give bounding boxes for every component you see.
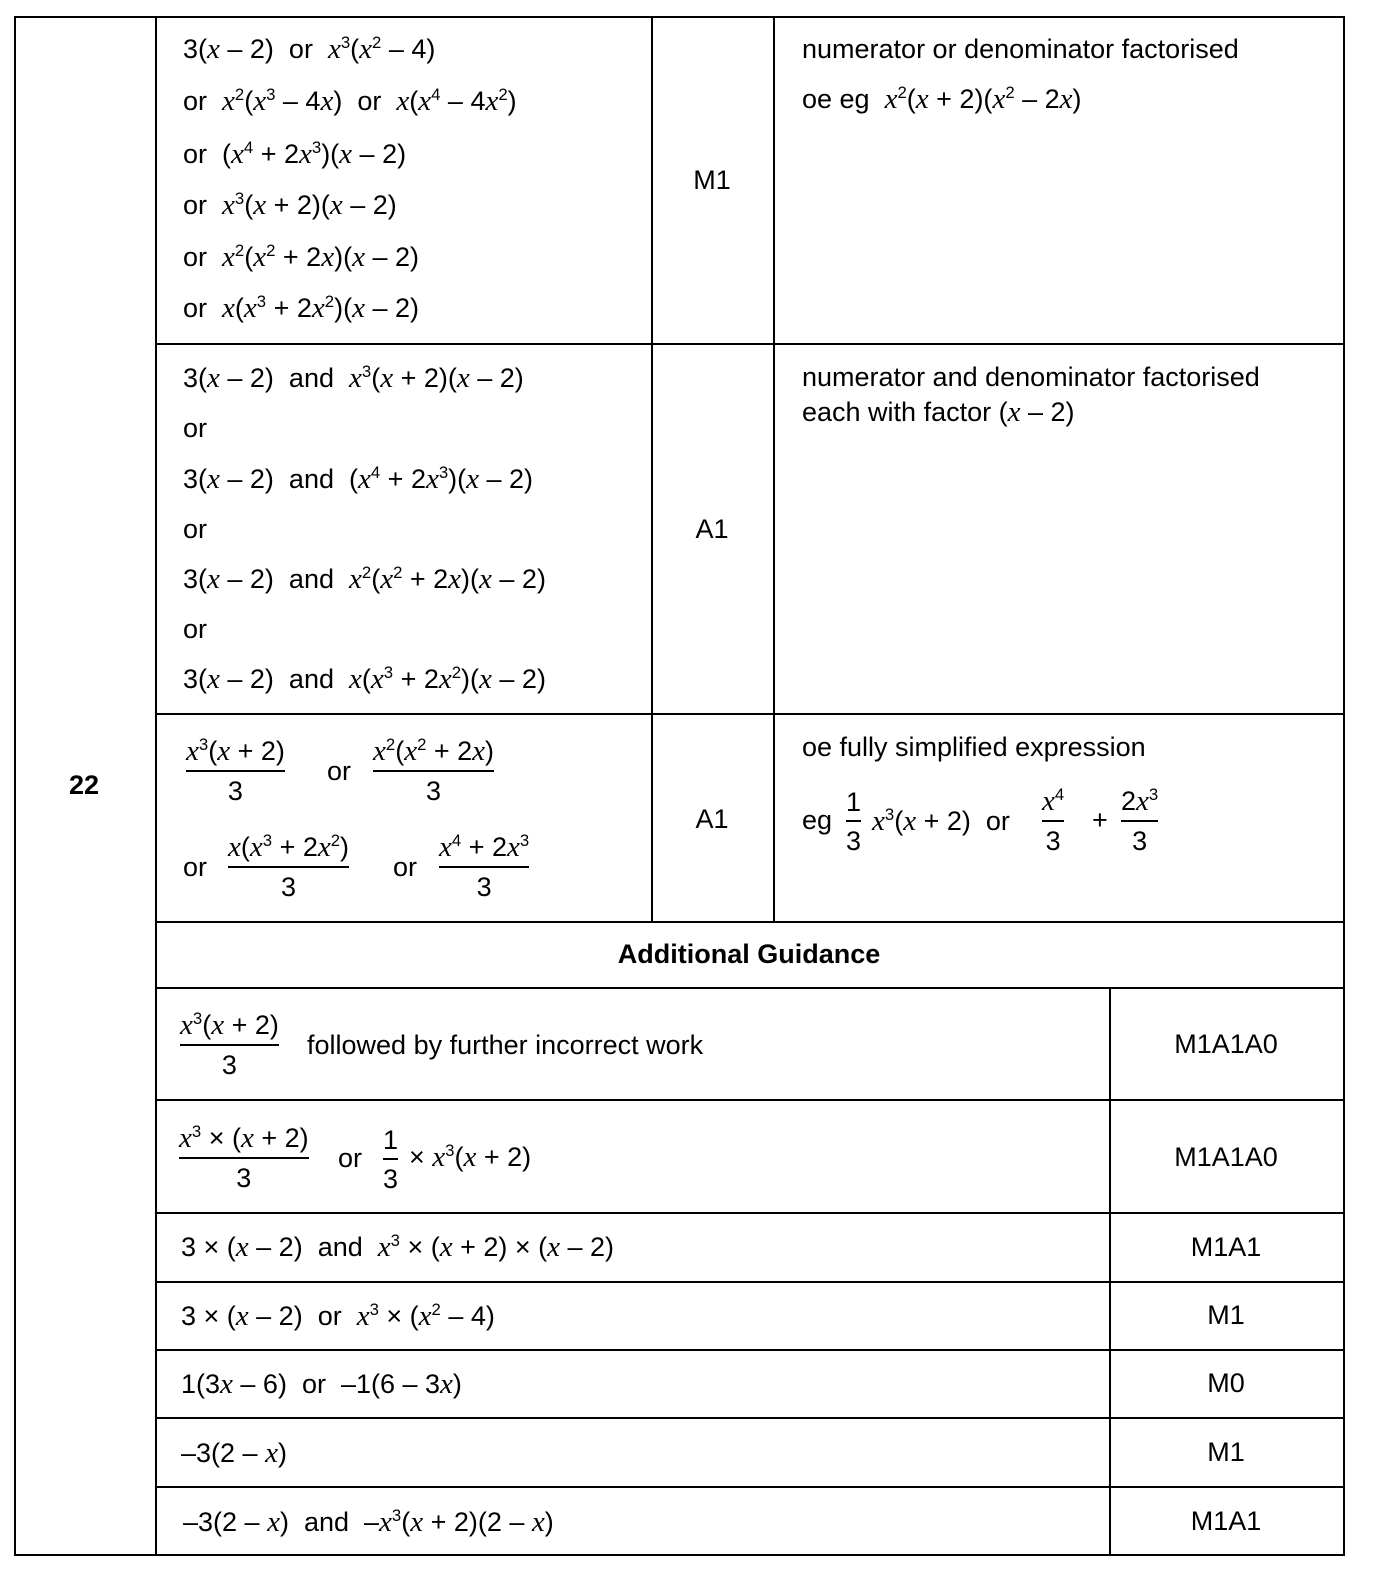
fraction: $x^3(x + 2)$ 3 xyxy=(180,1008,279,1080)
or-text: or xyxy=(327,756,352,786)
table-top-border xyxy=(14,16,1344,18)
row-divider xyxy=(155,1099,1344,1101)
mark-label: A1 xyxy=(695,514,729,544)
or-text: or xyxy=(393,852,418,882)
mark-label: A1 xyxy=(695,804,729,834)
fraction: $x^3 \times (x + 2)$ 3 xyxy=(179,1121,309,1193)
guidance-mark: M1 xyxy=(1207,1300,1245,1330)
math-expression: 1(3x – 6) or –1(6 – 3x) xyxy=(181,1368,462,1400)
math-expression: 3(x – 2) and $(x^4 + 2x^3)(x - 2)$ xyxy=(183,462,534,495)
math-expression: $x^3(x + 2)$ or xyxy=(872,804,1010,837)
math-expression: or $x^2(x^2 + 2x)(x - 2)$ xyxy=(183,240,419,273)
column-divider xyxy=(155,16,157,1556)
column-divider xyxy=(651,16,653,922)
comment-text: each with factor (x – 2) xyxy=(802,396,1075,428)
row-divider xyxy=(155,921,1344,923)
guidance-mark: M1A1A0 xyxy=(1174,1029,1278,1059)
or-text: or xyxy=(183,514,208,544)
or-text: or xyxy=(338,1143,363,1173)
row-divider xyxy=(155,343,1344,345)
table-bottom-border xyxy=(14,1554,1344,1556)
fraction: $2x^3$ 3 xyxy=(1121,784,1159,856)
or-text: or xyxy=(183,852,208,882)
guidance-mark: M0 xyxy=(1207,1368,1245,1398)
row-divider xyxy=(155,713,1344,715)
math-expression: or $x^3(x + 2)(x - 2)$ xyxy=(183,188,397,221)
additional-guidance-heading: Additional Guidance xyxy=(617,939,881,969)
math-expression: 3(x – 2) and $x(x^3 + 2x^2)(x - 2)$ xyxy=(183,662,546,695)
table-left-border xyxy=(14,16,16,1556)
or-text: or xyxy=(183,614,208,644)
math-expression: 3 × (x – 2) and $x^3 \times (x + 2) \times (x - 2)$ xyxy=(181,1230,615,1263)
math-expression: 3(x – 2) or $x^3(x^2 - 4)$ xyxy=(183,32,436,65)
row-divider xyxy=(155,1417,1344,1419)
fraction: 1 3 xyxy=(383,1125,399,1194)
guidance-mark: M1A1 xyxy=(1190,1506,1262,1536)
math-expression: × $x^3(x + 2)$ xyxy=(409,1140,532,1173)
row-divider xyxy=(155,1349,1344,1351)
fraction: $x(x^3 + 2x^2)$ 3 xyxy=(228,830,350,902)
comment-example: oe eg $x^2(x + 2)(x^2 - 2x)$ xyxy=(802,82,1082,115)
or-text: or xyxy=(183,413,208,443)
math-expression: or $x^2(x^3 - 4x)$ or $x(x^4 - 4x^2)$ xyxy=(183,84,517,117)
plus-sign: + xyxy=(1092,805,1108,835)
row-divider xyxy=(155,1212,1344,1214)
comment-text: numerator and denominator factorised xyxy=(802,362,1260,392)
guidance-mark: M1 xyxy=(1207,1437,1245,1467)
fraction: 1 3 xyxy=(846,787,862,856)
question-number: 22 xyxy=(68,770,100,800)
math-expression: –3(2 – x) and $-x^3(x + 2)(2 - x)$ xyxy=(183,1505,554,1538)
fraction: $x^2(x^2 + 2x)$ 3 xyxy=(373,734,495,806)
math-expression: 3 × (x – 2) or $x^3 \times (x^2 - 4)$ xyxy=(181,1299,495,1332)
guidance-mark: M1A1A0 xyxy=(1174,1142,1278,1172)
math-expression: or $x(x^3 + 2x^2)(x - 2)$ xyxy=(183,291,419,324)
fraction: $x^3(x + 2)$ 3 xyxy=(186,734,285,806)
table-right-border xyxy=(1343,16,1345,1556)
row-divider xyxy=(155,987,1344,989)
fraction: $x^4$ 3 xyxy=(1042,784,1065,856)
eg-text: eg xyxy=(802,805,833,835)
math-expression: 3(x – 2) and $x^2(x^2 + 2x)(x - 2)$ xyxy=(183,562,546,595)
mark-label: M1 xyxy=(693,165,731,195)
comment-text: numerator or denominator factorised xyxy=(802,34,1239,64)
guidance-mark: M1A1 xyxy=(1190,1232,1262,1262)
row-divider xyxy=(155,1281,1344,1283)
math-expression: or $(x^4 + 2x^3)(x - 2)$ xyxy=(183,137,407,170)
fraction: $x^4 + 2x^3$ 3 xyxy=(439,830,530,902)
comment-text: oe fully simplified expression xyxy=(802,732,1146,762)
column-divider xyxy=(1109,987,1111,1556)
math-expression: 3(x – 2) and $x^3(x + 2)(x - 2)$ xyxy=(183,361,524,394)
column-divider xyxy=(773,16,775,922)
row-divider xyxy=(155,1486,1344,1488)
guidance-text: followed by further incorrect work xyxy=(307,1030,704,1060)
math-expression: –3(2 – x) xyxy=(181,1437,287,1469)
